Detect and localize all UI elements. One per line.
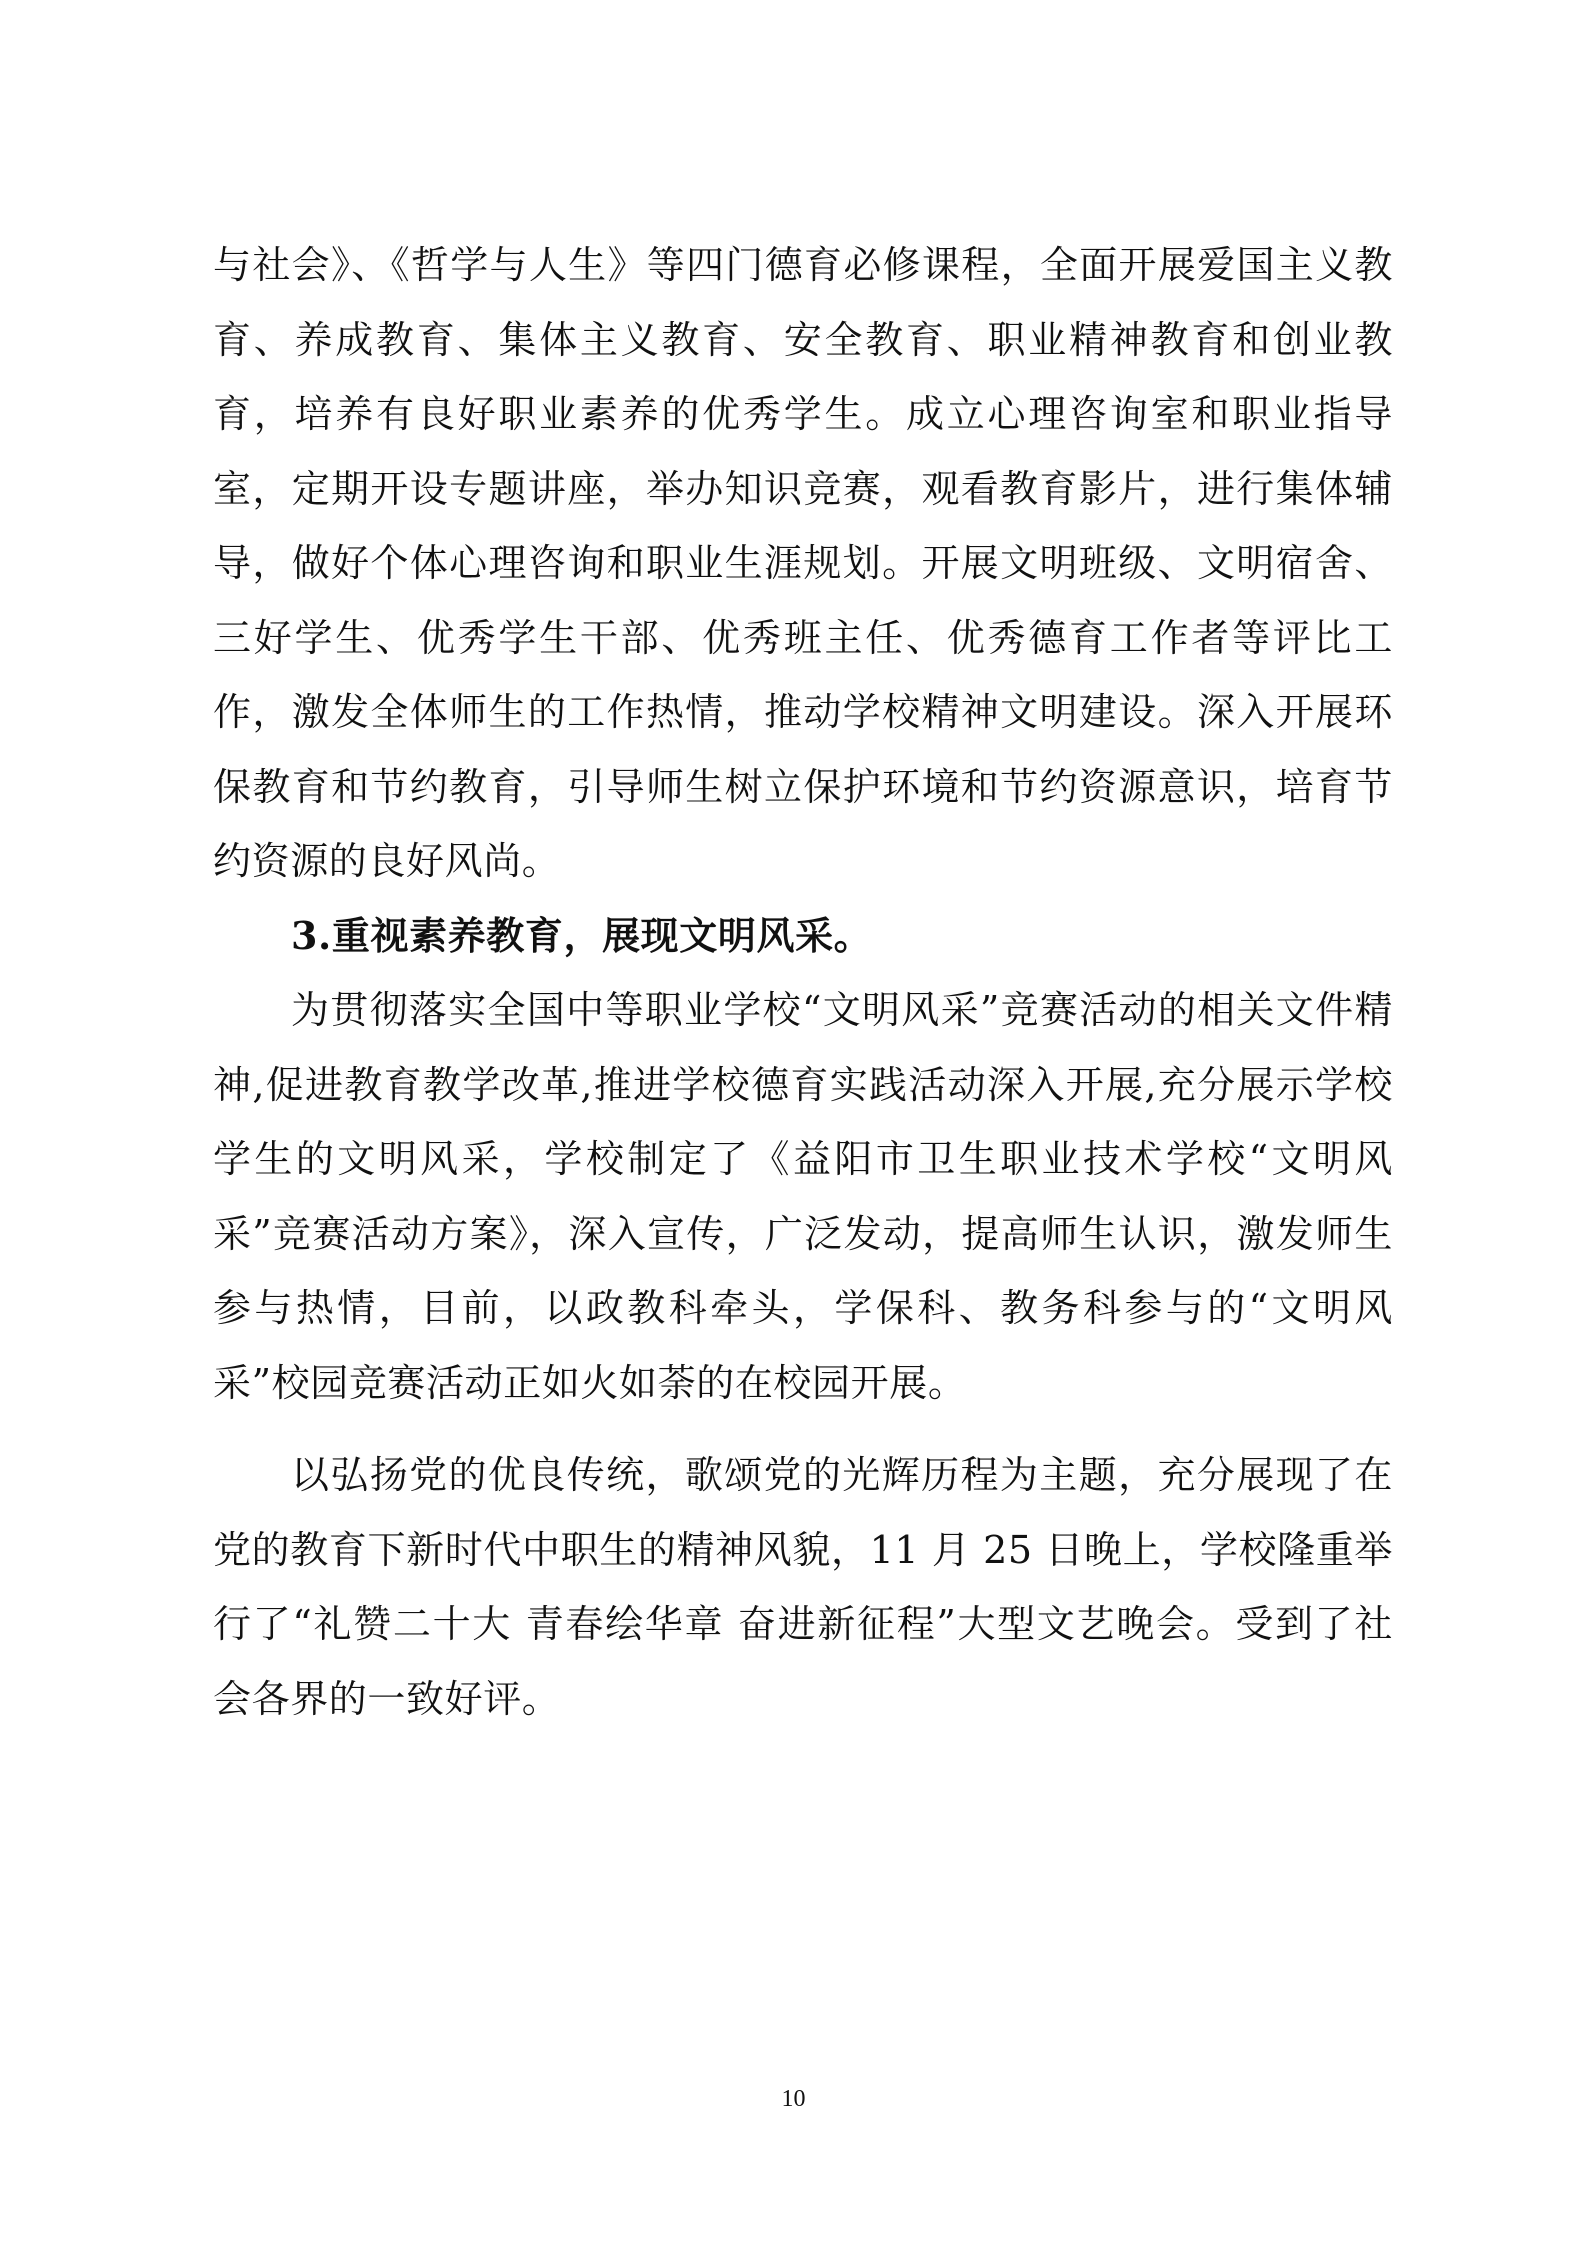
section-heading: 3.重视素养教育，展现文明风采。	[291, 912, 873, 958]
page-number: 10	[781, 2086, 806, 2112]
paragraph-civilization-competition: 为贯彻落实全国中等职业学校“文明风采”竞赛活动的相关文件精神,促进教育教学改革,推进学校德育实践活动深入开展,充分展示学校学生的文明风采，学校制定了《益阳市卫生职业技术学校“文明风采”竞赛活动方案》，深入宣传，广泛发动，提高师生认识，激发师生参与热情，目前，以政教科牵头，学保科、教务科参与的“文明风采”校园竞赛活动正如火如荼的在校园开展。	[213, 988, 1393, 1405]
paragraph-moral-education: 与社会》、《哲学与人生》等四门德育必修课程，全面开展爱国主义教育、养成教育、集体主义教育、安全教育、职业精神教育和创业教育，培养有良好职业素养的优秀学生。成立心理咨询室和职业指导室，定期开设专题讲座，举办知识竞赛，观看教育影片，进行集体辅导，做好个体心理咨询和职业生涯规划。开展文明班级、文明宿舍、三好学生、优秀学生干部、优秀班主任、优秀德育工作者等评比工作，激发全体师生的工作热情，推动学校精神文明建设。深入开展环保教育和节约教育，引导师生树立保护环境和节约资源意识，培育节约资源的良好风尚。	[213, 243, 1393, 883]
paragraph-gala: 以弘扬党的优良传统，歌颂党的光辉历程为主题，充分展现了在党的教育下新时代中职生的精神风貌，11 月 25 日晚上，学校隆重举行了“礼赞二十大 青春绘华章 奋进新征程”大型文艺晚会。受到了社会各界的一致好评。	[213, 1453, 1393, 1721]
document-body	[213, 228, 1393, 1736]
paragraph-gap	[213, 1420, 1393, 1438]
